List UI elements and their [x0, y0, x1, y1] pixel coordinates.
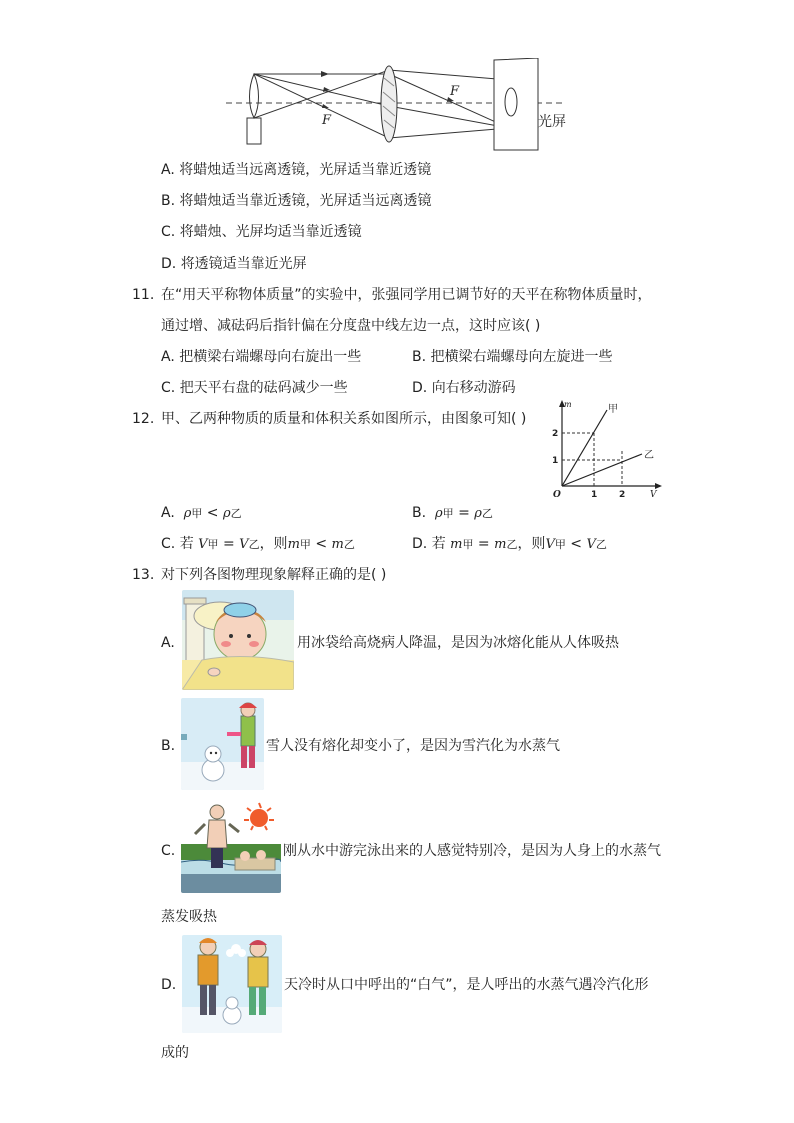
subscript: 乙 [230, 507, 242, 520]
q12-number: 12. [132, 411, 155, 427]
subscript: 乙 [248, 538, 260, 551]
graph-line-jia [562, 410, 607, 486]
subscript: 甲 [207, 538, 219, 551]
q10-option-b[interactable] [161, 191, 432, 211]
q11-option-c[interactable] [161, 378, 348, 398]
q13-option-d-text: 天冷时从口中呼出的“白气”，是人呼出的水蒸气遇冷汽化形 [284, 977, 649, 993]
var-symbol: m [494, 537, 507, 552]
option-text: ，则 [517, 536, 546, 552]
option-letter: C. [161, 380, 176, 396]
subscript: 乙 [481, 507, 493, 520]
q12-option-a[interactable] [161, 503, 242, 524]
option-letter: A. [161, 162, 175, 178]
sick-child-ice-pack-illustration [182, 590, 294, 690]
subscript: 乙 [506, 538, 518, 551]
q13-option-d-letter[interactable]: D. [161, 977, 177, 993]
operator: = [218, 536, 240, 552]
q13-stem: 对下列各图物理现象解释正确的是( ) [161, 567, 387, 583]
q11-number: 11. [132, 287, 155, 303]
graph-label-yi: 乙 [644, 450, 654, 461]
option-text: 将蜡烛适当靠近透镜，光屏适当远离透镜 [179, 193, 432, 209]
q13-option-b-letter[interactable]: B. [161, 738, 176, 754]
q12-option-c[interactable] [161, 534, 355, 555]
q11-option-d[interactable] [412, 378, 516, 398]
graph-ytick-1: 1 [552, 456, 559, 466]
option-text: 把横梁右端螺母向左旋进一些 [430, 349, 613, 365]
graph-line-yi [562, 454, 642, 486]
graph-ytick-2: 2 [552, 429, 559, 439]
focus-label-top: F [450, 84, 460, 99]
var-symbol: m [287, 537, 300, 552]
focus-label-bottom: F [322, 113, 332, 128]
option-letter: C. [161, 536, 176, 552]
q10-option-a[interactable] [161, 160, 431, 180]
q13-option-b-text: 雪人没有熔化却变小了，是因为雪汽化为水蒸气 [266, 738, 560, 754]
subscript: 乙 [343, 538, 355, 551]
mass-volume-graph [540, 398, 666, 502]
option-letter: A. [161, 349, 175, 365]
breathing-white-mist-illustration [182, 935, 282, 1033]
graph-xtick-2: 2 [619, 490, 626, 500]
option-letter: B. [161, 193, 176, 209]
q11-option-b[interactable] [412, 347, 613, 367]
q13-number: 13. [132, 567, 155, 583]
option-letter: B. [412, 505, 427, 521]
graph-ylabel: m [564, 400, 572, 409]
subscript: 乙 [595, 538, 607, 551]
var-symbol: V [198, 537, 208, 552]
option-letter: D. [412, 380, 428, 396]
operator: = [473, 536, 495, 552]
option-letter: A. [161, 505, 175, 521]
swimmer-leaving-water-illustration [181, 800, 281, 893]
var-symbol: V [586, 537, 596, 552]
subscript: 甲 [554, 538, 566, 551]
option-text: 若 [179, 536, 194, 552]
screen-label: 光屏 [538, 114, 566, 130]
option-letter: C. [161, 224, 176, 240]
graph-label-jia: 甲 [608, 404, 618, 415]
subscript: 甲 [462, 538, 474, 551]
operator: = [453, 505, 475, 521]
rho-symbol: ρ [434, 506, 443, 521]
option-text: 将透镜适当靠近光屏 [180, 256, 307, 272]
option-letter: D. [412, 536, 428, 552]
rho-symbol: ρ [474, 506, 482, 521]
option-text: 若 [431, 536, 446, 552]
rho-symbol: ρ [183, 506, 192, 521]
q11-stem-line1: 在“用天平称物体质量”的实验中，张强同学用已调节好的天平在称物体质量时， [161, 287, 652, 303]
graph-origin: O [553, 490, 561, 500]
subscript: 甲 [191, 507, 203, 520]
q13-option-a-letter[interactable]: A. [161, 635, 175, 651]
graph-xlabel: V [650, 490, 657, 500]
q13-option-c-letter[interactable]: C. [161, 843, 176, 859]
var-symbol: m [450, 537, 463, 552]
q12-stem: 甲、乙两种物质的质量和体积关系如图所示，由图象可知( ) [161, 411, 527, 427]
subscript: 甲 [299, 538, 311, 551]
option-text: 向右移动游码 [431, 380, 516, 396]
rho-symbol: ρ [222, 506, 231, 521]
option-letter: D. [161, 256, 177, 272]
q13-option-c-text: 刚从水中游完泳出来的人感觉特别冷，是因为人身上的水蒸气 [283, 843, 661, 859]
operator: < [202, 505, 223, 521]
option-text: 将蜡烛适当远离透镜，光屏适当靠近透镜 [179, 162, 432, 178]
operator: < [310, 536, 332, 552]
operator: < [565, 536, 587, 552]
q10-option-d[interactable] [161, 254, 307, 274]
q12-option-d[interactable] [412, 534, 607, 555]
q12-option-b[interactable] [412, 503, 493, 524]
option-letter: B. [412, 349, 427, 365]
q11-stem-line2: 通过增、减砝码后指针偏在分度盘中线左边一点，这时应该( ) [161, 318, 541, 334]
var-symbol: m [331, 537, 344, 552]
var-symbol: V [545, 537, 555, 552]
subscript: 甲 [442, 507, 454, 520]
option-text: 把天平右盘的砝码减少一些 [179, 380, 348, 396]
q13-option-d-continuation: 成的 [161, 1045, 189, 1061]
q11-option-a[interactable] [161, 347, 361, 367]
lens-ray-diagram [226, 58, 576, 152]
graph-xtick-1: 1 [591, 490, 598, 500]
q13-option-a-text: 用冰袋给高烧病人降温，是因为冰熔化能从人体吸热 [297, 635, 619, 651]
var-symbol: V [239, 537, 249, 552]
shrinking-snowman-illustration [181, 698, 264, 790]
option-text: 把横梁右端螺母向右旋出一些 [179, 349, 362, 365]
q10-option-c[interactable] [161, 222, 362, 242]
option-text: 将蜡烛、光屏均适当靠近透镜 [179, 224, 362, 240]
q13-option-c-continuation: 蒸发吸热 [161, 909, 217, 925]
option-text: ，则 [259, 536, 288, 552]
